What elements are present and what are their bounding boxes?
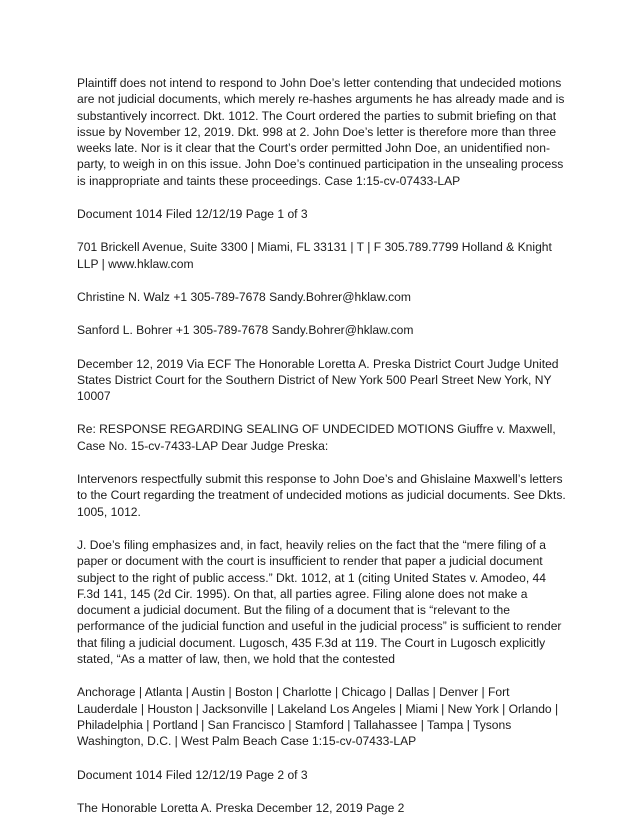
paragraph-re-line: Re: RESPONSE REGARDING SEALING OF UNDECIDED MOTIONS Giuffre v. Maxwell, Case No. 15-cv-7433-LAP Dear Judge Preska: — [77, 422, 556, 453]
paragraph-office-locations: Anchorage | Atlanta | Austin | Boston | Charlotte | Chicago | Dallas | Denver | Fort Lauderdale | Houston | Jacksonville | Lakeland Los Angeles | Miami | New York | Orlando | Philadelphia | Portland | San Francisco | Stamford | Tallahassee | Tampa | Tysons Washington, D.C. | West Palm Beach Case 1:15-cv-07433-LAP — [77, 685, 559, 749]
document-body — [77, 75, 567, 816]
paragraph-page-2-header: Document 1014 Filed 12/12/19 Page 2 of 3 — [77, 767, 308, 782]
paragraph-intervenors: Intervenors respectfully submit this response to John Doe’s and Ghislaine Maxwell’s letters to the Court regarding the treatment of undecided motions as judicial documents. See Dkts. 1005, 1012. — [77, 472, 566, 519]
paragraph-page-1-header: Document 1014 Filed 12/12/19 Page 1 of 3 — [77, 207, 308, 222]
paragraph-plaintiff-response: Plaintiff does not intend to respond to John Doe’s letter contending that undecided motions are not judicial documents, which merely re-hashes arguments he has already made and is substantively incorrect. Dkt. 1012. The Court ordered the parties to submit briefing on that issue by November 12, 2019. Dkt. 998 at 2. John Doe’s letter is therefore more than three weeks late. Nor is it clear that the Court’s order permitted John Doe, an unidentified non-party, to weigh in on this issue. John Doe’s continued participation in the unsealing process is inappropriate and taints these proceedings. Case 1:15-cv-07433-LAP — [77, 76, 565, 188]
paragraph-page-2-running-head: The Honorable Loretta A. Preska December 12, 2019 Page 2 — [77, 800, 405, 815]
paragraph-firm-address: 701 Brickell Avenue, Suite 3300 | Miami, FL 33131 | T | F 305.789.7799 Holland & Knight LLP | www.hklaw.com — [77, 240, 552, 271]
paragraph-doe-filing: J. Doe’s filing emphasizes and, in fact, heavily relies on the fact that the “mere filing of a paper or document with the court is insufficient to render that paper a judicial document subject to the right of public access.” Dkt. 1012, at 1 (citing United States v. Amodeo, 44 F.3d 141, 145 (2d Cir. 1995). On that, all parties agree. Filing alone does not make a document a judicial document. But the filing of a document that is “relevant to the performance of the judicial function and useful in the judicial process” is sufficient to render that filing a judicial document. Lugosch, 435 F.3d at 119. The Court in Lugosch explicitly stated, “As a matter of law, then, we hold that the contested — [77, 537, 562, 667]
paragraph-attorney-walz: Christine N. Walz +1 305-789-7678 Sandy.Bohrer@hklaw.com — [77, 289, 411, 304]
paragraph-attorney-bohrer: Sanford L. Bohrer +1 305-789-7678 Sandy.Bohrer@hklaw.com — [77, 323, 414, 338]
paragraph-date-addressee: December 12, 2019 Via ECF The Honorable Loretta A. Preska District Court Judge United States District Court for the Southern District of New York 500 Pearl Street New York, NY 10007 — [77, 356, 559, 404]
